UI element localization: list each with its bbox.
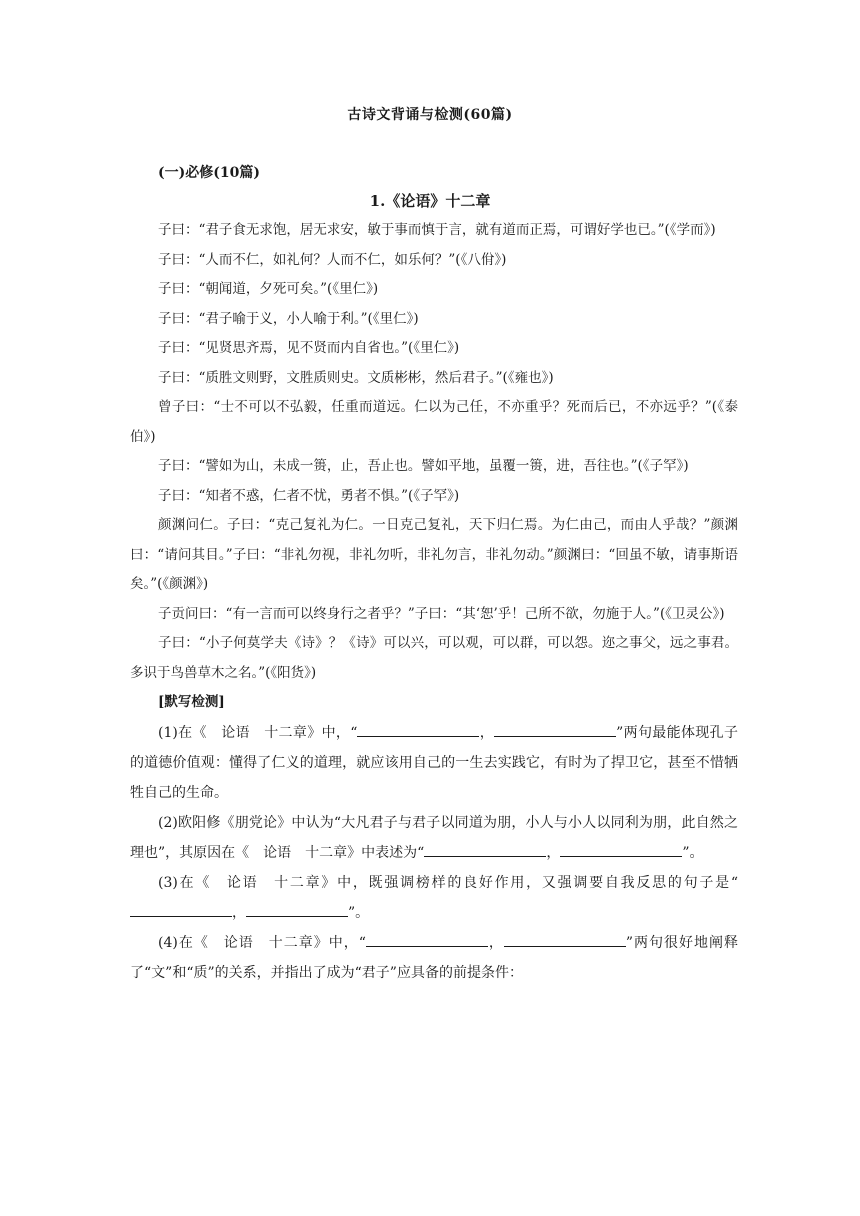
question-text: (3)在《 论语 十二章》中，既强调榜样的良好作用，又强调要自我反思的句子是“ (158, 874, 738, 891)
answer-blank[interactable] (560, 838, 682, 857)
document-title: 古诗文背诵与检测(60篇) (347, 107, 513, 123)
blank-separator: ， (232, 904, 246, 921)
passage-8: 子曰：“譬如为山，未成一篑，止，吾止也。譬如平地，虽覆一篑，进，吾往也。”(《子罕》) (158, 458, 689, 474)
blank-separator: ， (487, 934, 504, 951)
answer-blank[interactable] (130, 898, 232, 917)
passage-4: 子曰：“君子喻于义，小人喻于利。”(《里仁》) (158, 310, 419, 327)
passage-12: 子曰：“小子何莫学夫《诗》？《诗》可以兴，可以观，可以群，可以怨。迩之事父，远之事君。多识于鸟兽草木之名。”(《阳货》) (130, 635, 738, 681)
question-text: (4)在《 论语 十二章》中，“ (158, 934, 366, 951)
blank-separator: ， (479, 724, 495, 741)
answer-blank[interactable] (504, 928, 626, 947)
document-body (130, 216, 738, 988)
answer-blank[interactable] (494, 718, 616, 737)
question-text: (1)在《 论语 十二章》中，“ (158, 724, 358, 741)
question-text: ”。 (348, 904, 370, 921)
question-text: ”两句很好地阐释了“文”和“质”的关系，并指出了成为“君子”应具备的前提条件： (130, 934, 738, 981)
section-heading: (一)必修(10篇) (158, 165, 260, 181)
chapter-title: 1.《论语》十二章 (369, 192, 491, 210)
question-text: ”。 (682, 844, 704, 861)
quiz-heading: [默写检测] (158, 694, 225, 710)
passage-11: 子贡问曰：“有一言而可以终身行之者乎？”子曰：“其‘恕’乎！己所不欲，勿施于人。”(《卫灵公》) (158, 605, 725, 622)
quiz-question-1 (130, 718, 738, 808)
blank-separator: ， (546, 844, 561, 861)
passage-1: 子曰：“君子食无求饱，居无求安，敏于事而慎于言，就有道而正焉，可谓好学也已。”(《学而》) (158, 222, 716, 238)
answer-blank[interactable] (366, 928, 488, 947)
passage-9: 子曰：“知者不惑，仁者不忧，勇者不惧。”(《子罕》) (158, 487, 460, 504)
quiz-question-2 (130, 808, 738, 868)
passage-2: 子曰：“人而不仁，如礼何？人而不仁，如乐何？”(《八佾》) (158, 251, 507, 268)
quiz-question-3 (130, 868, 738, 928)
question-text: ”两句最能体现孔子的道德价值观：懂得了仁义的道理，就应该用自己的一生去实践它，有时为了捍卫它，甚至不惜牺牲自己的生命。 (130, 724, 738, 801)
passage-5: 子曰：“见贤思齐焉，见不贤而内自省也。”(《里仁》) (158, 340, 460, 356)
passage-6: 子曰：“质胜文则野，文胜质则史。文质彬彬，然后君子。”(《雍也》) (158, 369, 554, 386)
answer-blank[interactable] (357, 718, 479, 737)
passage-10: 颜渊问仁。子曰：“克己复礼为仁。一日克己复礼，天下归仁焉。为仁由己，而由人乎哉？”颜渊曰：“请问其目。”子曰：“非礼勿视，非礼勿听，非礼勿言，非礼勿动。”颜渊曰：“回虽不敏，请事斯语矣。”(《颜渊》) (130, 517, 738, 592)
passage-7: 曾子曰：“士不可以不弘毅，任重而道远。仁以为己任，不亦重乎？死而后已，不亦远乎？”(《泰伯》) (130, 399, 738, 445)
quiz-question-4 (130, 928, 738, 988)
answer-blank[interactable] (246, 898, 348, 917)
question-text: (2)欧阳修《朋党论》中认为“大凡君子与君子以同道为朋，小人与小人以同利为朋，此自然之理也”，其原因在《 论语 十二章》中表述为“ (130, 814, 738, 861)
answer-blank[interactable] (424, 838, 546, 857)
passage-3: 子曰：“朝闻道，夕死可矣。”(《里仁》) (158, 281, 379, 297)
